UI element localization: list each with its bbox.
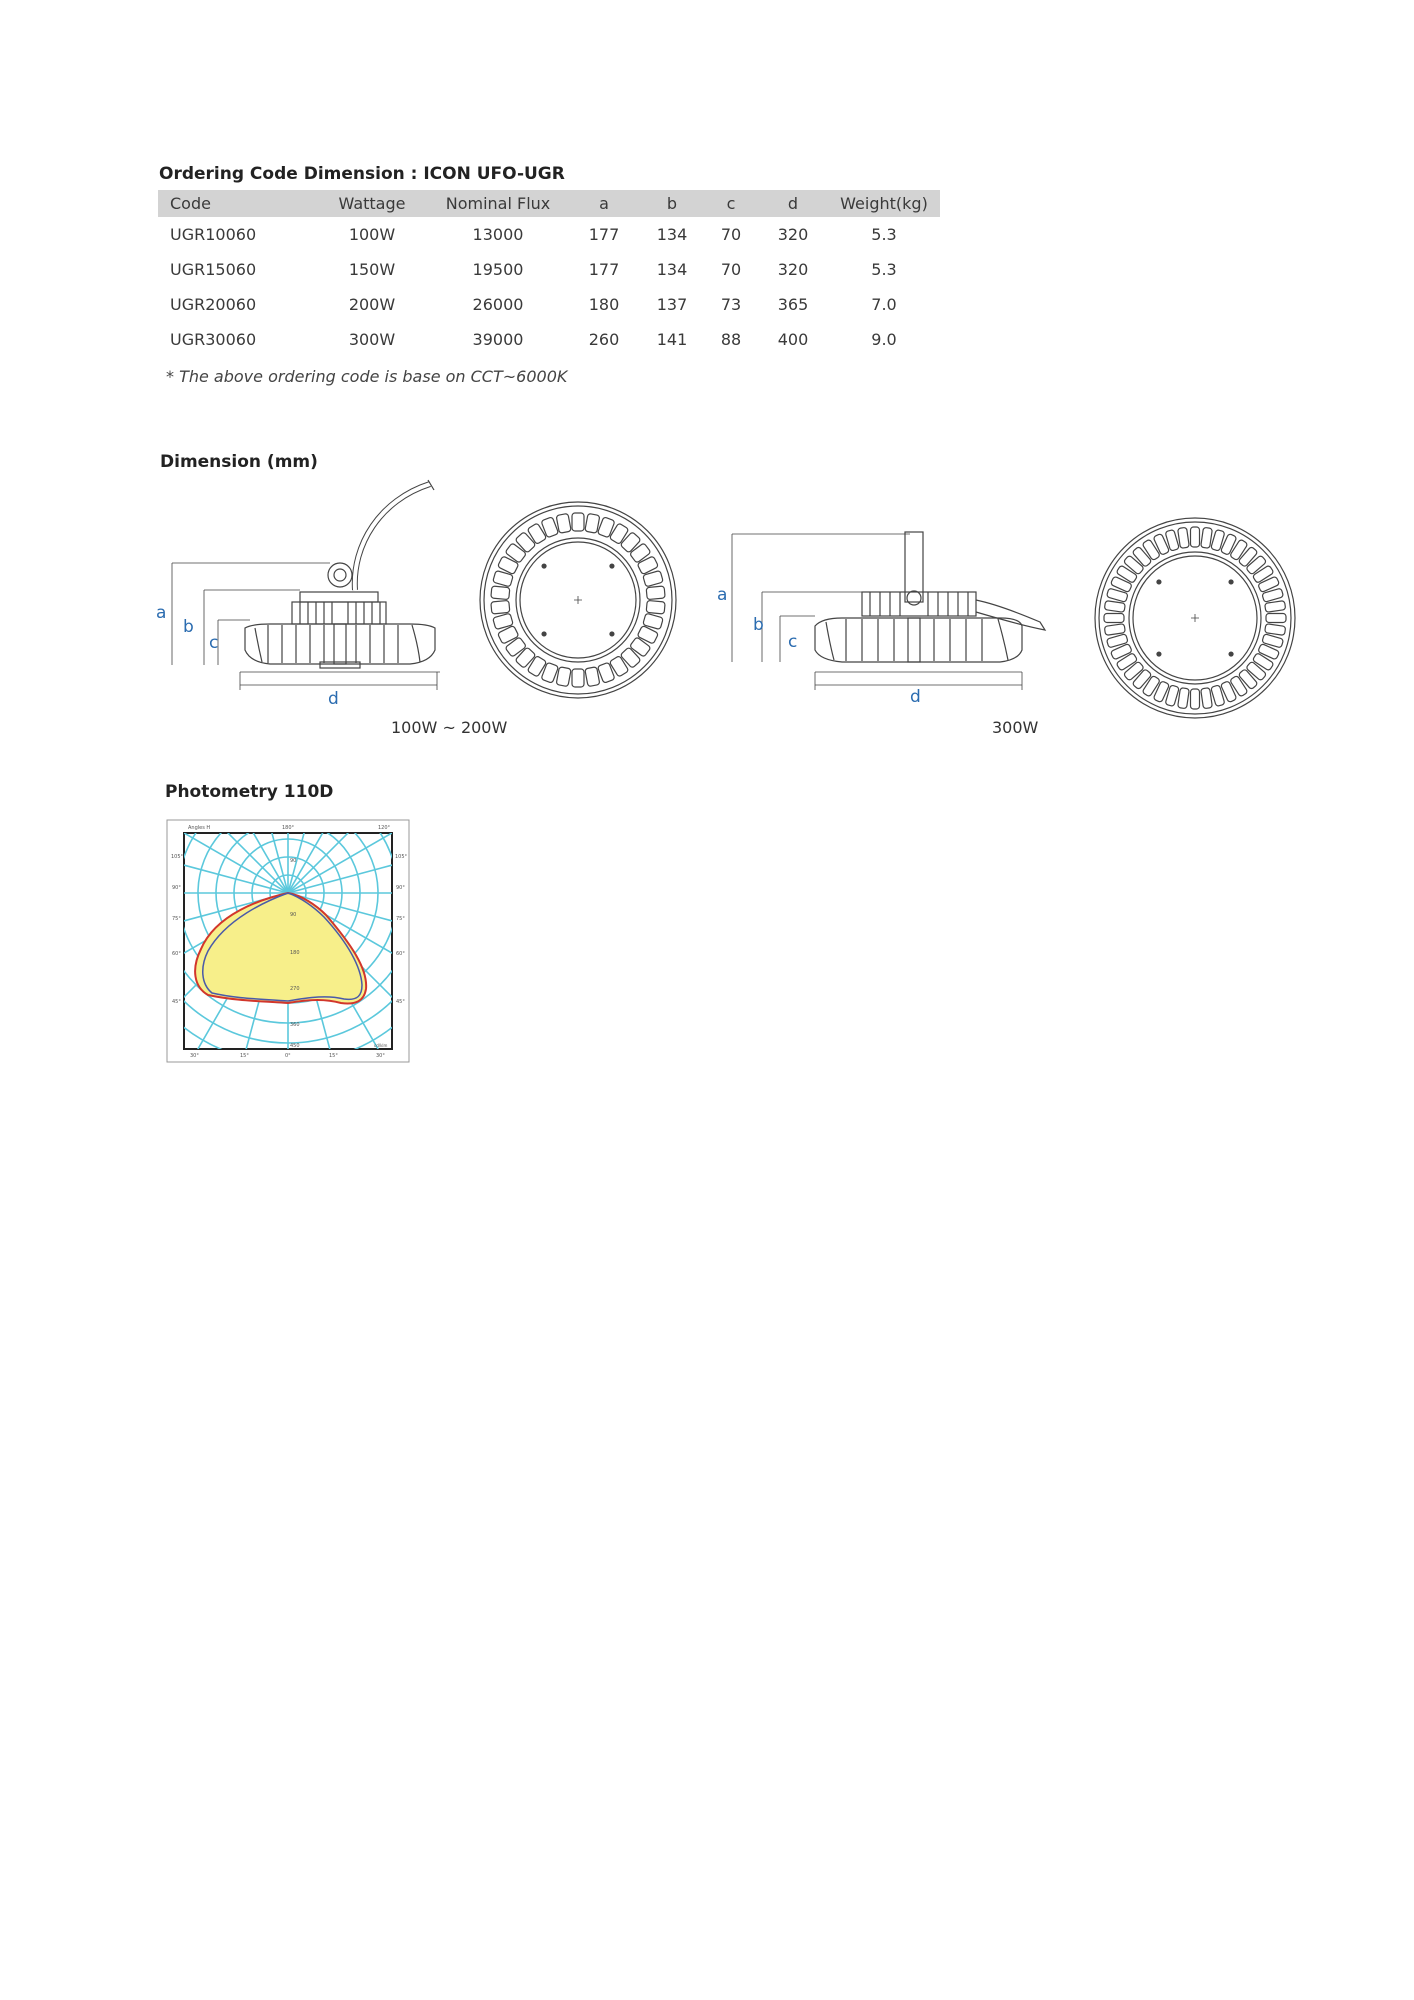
vent-slot [1201, 527, 1213, 548]
vent-slot [1246, 555, 1267, 575]
col-wattage: Wattage [316, 190, 428, 217]
vent-slot [1230, 675, 1248, 697]
label-side-left: 75° [172, 916, 181, 922]
cell-code: UGR20060 [170, 295, 257, 314]
vent-slot [1246, 661, 1267, 681]
table-header-row [158, 190, 940, 217]
ordering-note: * The above ordering code is base on CCT~6000K [166, 367, 568, 386]
cell-b: 141 [656, 330, 688, 349]
label-side-left: 105° [171, 854, 184, 860]
vent-slot [541, 517, 559, 538]
vent-slot [1165, 529, 1179, 551]
vent-slot [505, 543, 527, 563]
vent-slot [597, 517, 615, 538]
vent-slot [1116, 653, 1138, 671]
vent-slot [1220, 681, 1236, 703]
cell-b: 137 [656, 295, 688, 314]
cell-wattage: 300W [348, 330, 396, 349]
photometry-title: Photometry 110D [165, 782, 334, 802]
screw-hole [610, 564, 614, 568]
top-view-small-drawing [480, 502, 676, 698]
cell-d: 320 [777, 260, 809, 279]
cell-weight: 9.0 [871, 330, 897, 349]
table-row [158, 322, 940, 357]
vent-slot [1165, 685, 1179, 707]
cell-d: 320 [777, 225, 809, 244]
cell-b: 134 [656, 225, 688, 244]
vent-slot [1191, 689, 1200, 709]
caption-300w: 300W [992, 718, 1039, 737]
vent-slot [597, 662, 615, 683]
dim-letter-c-300w: c [788, 632, 798, 652]
col-flux: Nominal Flux [428, 190, 568, 217]
cell-a: 260 [588, 330, 620, 349]
cell-c: 73 [720, 295, 742, 314]
dim-letter-b-300w: b [753, 615, 764, 635]
vent-slot [646, 586, 665, 600]
label-angles-h: Angles H [188, 825, 211, 831]
cell-c: 70 [720, 225, 742, 244]
vent-slot [491, 586, 510, 600]
ring-label: 360 [290, 1022, 300, 1028]
vent-slot [572, 513, 584, 531]
label-bottom: 15° [240, 1053, 249, 1059]
vent-slot [527, 523, 547, 545]
cell-wattage: 100W [348, 225, 396, 244]
vent-slot [1104, 601, 1125, 613]
vent-slot [1211, 685, 1225, 707]
cell-b: 134 [656, 260, 688, 279]
photometry-chart [166, 819, 410, 1063]
vent-slot [1265, 624, 1286, 636]
vent-slot [1211, 529, 1225, 551]
ring-label: 450 [290, 1043, 300, 1049]
ordering-title: Ordering Code Dimension : ICON UFO-UGR [159, 164, 565, 184]
cell-code: UGR30060 [170, 330, 257, 349]
vent-slot [1252, 565, 1274, 583]
label-side-left: 45° [172, 999, 181, 1005]
screw-hole [1229, 580, 1233, 584]
vent-slot [527, 656, 547, 678]
vent-slot [1262, 634, 1284, 648]
cell-weight: 7.0 [871, 295, 897, 314]
col-a: a [568, 190, 640, 217]
vent-slot [1258, 576, 1280, 592]
vent-slot [515, 532, 536, 553]
vent-slot [585, 667, 600, 687]
vent-slot [505, 637, 527, 657]
cell-flux: 13000 [472, 225, 524, 244]
vent-slot [1116, 565, 1138, 583]
top-view-large-drawing [1095, 518, 1295, 718]
cell-d: 365 [777, 295, 809, 314]
dim-letter-a: a [156, 603, 167, 623]
table-row [158, 287, 940, 322]
screw-hole [542, 632, 546, 636]
label-bottom: 0° [285, 1053, 291, 1059]
vent-slot [1106, 634, 1128, 648]
cell-d: 400 [777, 330, 809, 349]
vent-slot [1201, 688, 1213, 709]
vent-slot [609, 656, 629, 678]
cell-weight: 5.3 [871, 225, 897, 244]
ring-label: 270 [290, 986, 300, 992]
vent-slot [1178, 527, 1190, 548]
vent-slot [1266, 614, 1286, 623]
label-side-right: 45° [396, 999, 405, 1005]
screw-hole [542, 564, 546, 568]
vent-slot [1230, 539, 1248, 561]
cell-a: 177 [588, 260, 620, 279]
caption-100-200w: 100W ~ 200W [391, 718, 508, 737]
label-top-right: 120° [378, 825, 391, 831]
table-row [158, 252, 940, 287]
label-side-right: 60° [396, 951, 405, 957]
cell-flux: 39000 [472, 330, 524, 349]
vent-slot [572, 669, 584, 687]
ring-label: 180 [290, 950, 300, 956]
cell-flux: 19500 [472, 260, 524, 279]
vent-slot [1191, 527, 1200, 547]
vent-slot [556, 667, 571, 687]
col-d: d [758, 190, 828, 217]
ring-label: 90 [290, 858, 297, 864]
vent-slot [629, 543, 651, 563]
vent-slot [1265, 601, 1286, 613]
dim-letter-c: c [209, 633, 219, 653]
dimension-drawings [0, 470, 1414, 750]
label-side-left: 60° [172, 951, 181, 957]
table-row [158, 217, 940, 252]
vent-slot [1238, 546, 1258, 567]
vent-slot [1142, 539, 1160, 561]
col-c: c [704, 190, 758, 217]
screw-hole [1157, 652, 1161, 656]
ordering-table [158, 190, 940, 357]
vent-slot [1132, 669, 1152, 690]
vent-slot [491, 600, 510, 614]
vent-slot [1252, 653, 1274, 671]
label-bottom: 15° [329, 1053, 338, 1059]
screw-hole [1157, 580, 1161, 584]
label-bottom: 30° [190, 1053, 199, 1059]
vent-slot [609, 523, 629, 545]
vent-slot [629, 637, 651, 657]
vent-slot [1262, 588, 1284, 602]
dim-letter-b: b [183, 617, 194, 637]
unit-label: cd/klm [374, 1043, 388, 1048]
dim-letter-d: d [328, 689, 339, 709]
vent-slot [515, 647, 536, 668]
vent-slot [1104, 614, 1124, 623]
vent-slot [1123, 661, 1144, 681]
cell-wattage: 200W [348, 295, 396, 314]
col-b: b [640, 190, 704, 217]
vent-slot [585, 513, 600, 533]
col-weight: Weight(kg) [828, 190, 940, 217]
label-bottom: 30° [376, 1053, 385, 1059]
label-side-right: 90° [396, 885, 405, 891]
label-side-right: 75° [396, 916, 405, 922]
ring-label: 90 [290, 912, 297, 918]
cell-weight: 5.3 [871, 260, 897, 279]
label-top-center: 180° [282, 825, 295, 831]
cell-a: 180 [588, 295, 620, 314]
vent-slot [1153, 681, 1169, 703]
vent-slot [1104, 624, 1125, 636]
screw-hole [610, 632, 614, 636]
vent-slot [1238, 669, 1258, 690]
label-side-right: 105° [395, 854, 408, 860]
cell-wattage: 150W [348, 260, 396, 279]
vent-slot [1178, 688, 1190, 709]
vent-slot [541, 662, 559, 683]
screw-hole [1229, 652, 1233, 656]
dim-letter-a-300w: a [717, 585, 728, 605]
vent-slot [1153, 533, 1169, 555]
vent-slot [1132, 546, 1152, 567]
cell-flux: 26000 [472, 295, 524, 314]
vent-slot [620, 532, 641, 553]
vent-slot [620, 647, 641, 668]
vent-slot [1106, 588, 1128, 602]
vent-slot [556, 513, 571, 533]
dim-letter-d-300w: d [910, 687, 921, 707]
side-view-small-drawing [172, 480, 440, 690]
vent-slot [646, 600, 665, 614]
vent-slot [1110, 576, 1132, 592]
label-side-left: 90° [172, 885, 181, 891]
side-view-large-drawing [732, 532, 1045, 690]
vent-slot [1110, 643, 1132, 659]
cell-a: 177 [588, 225, 620, 244]
vent-slot [1123, 555, 1144, 575]
cell-c: 88 [720, 330, 742, 349]
vent-slot [1258, 643, 1280, 659]
cell-c: 70 [720, 260, 742, 279]
vent-slot [1220, 533, 1236, 555]
cell-code: UGR10060 [170, 225, 257, 244]
dimension-title: Dimension (mm) [160, 452, 318, 472]
vent-slot [1142, 675, 1160, 697]
cell-code: UGR15060 [170, 260, 257, 279]
col-code: Code [158, 190, 316, 217]
